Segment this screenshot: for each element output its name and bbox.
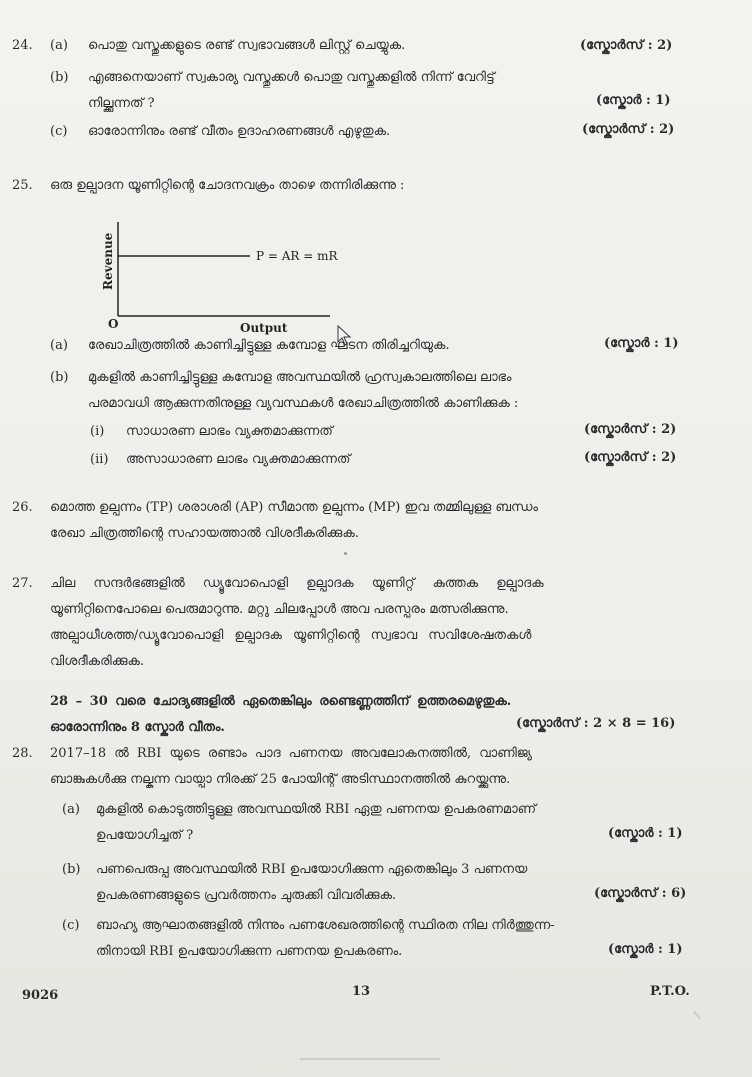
sub-label: (a)	[50, 338, 68, 353]
pto-label: P.T.O.	[650, 984, 690, 999]
question-number: 24.	[12, 38, 33, 53]
question-number: 28.	[12, 746, 33, 761]
scan-mark	[300, 1058, 440, 1060]
question-text: അസാധാരണ ലാഭം വ്യക്തമാക്കുന്നത്	[126, 452, 351, 467]
question-text: പരമാവധി ആക്കുന്നതിനുള്ള വ്യവസ്ഥകൾ രേഖാചിത്രത്തിൽ കാണിക്കുക :	[88, 396, 519, 411]
question-text: ബാഹ്യ ആഘാതങ്ങളിൽ നിന്നും പണശേഖരത്തിന്റെ സ്ഥിരത നില നിർത്തുന്ന-	[96, 918, 555, 933]
score: (സ്കോർസ് : 2)	[580, 38, 673, 53]
sub-label: (i)	[90, 424, 105, 439]
question-number: 26.	[12, 500, 33, 515]
question-text: രേഖാചിത്രത്തിൽ കാണിച്ചിട്ടുള്ള കമ്പോള ഘടന തിരിച്ചറിയുക.	[88, 338, 450, 353]
sub-label: (ii)	[90, 452, 109, 467]
question-text: മുകളിൽ കാണിച്ചിട്ടുള്ള കമ്പോള അവസ്ഥയിൽ ഹ്രസ്വകാലത്തിലെ ലാഭം	[88, 370, 512, 385]
question-text: ഒരു ഉല്പാദന യൂണിറ്റിന്റെ ചോദനവക്രം താഴെ തന്നിരിക്കുന്നു :	[50, 178, 405, 193]
question-text: സാധാരണ ലാഭം വ്യക്തമാക്കുന്നത്	[126, 424, 333, 439]
section-instruction: 28 – 30 വരെ ചോദ്യങ്ങളിൽ ഏതെങ്കിലും രണ്ടെണ്ണത്തിന് ഉത്തരമെഴുതുക.	[50, 694, 512, 709]
y-axis-label: Revenue	[101, 232, 115, 290]
section-score: (സ്കോർസ് : 2 × 8 = 16)	[516, 716, 676, 731]
question-text: മൊത്ത ഉല്പന്നം (TP) ശരാശരി (AP) സീമാന്ത ഉല്പന്നം (MP) ഇവ തമ്മിലുള്ള ബന്ധം	[50, 500, 538, 515]
line-label: P = AR = mR	[256, 249, 338, 263]
sub-label: (a)	[50, 38, 68, 53]
section-instruction: ഓരോന്നിനും 8 സ്കോർ വീതം.	[50, 720, 225, 735]
score: (സ്കോർ : 1)	[604, 336, 679, 351]
question-text: ഉപകരണങ്ങളുടെ പ്രവർത്തനം ചുരുക്കി വിവരിക്കുക.	[96, 888, 397, 903]
question-text: രേഖാ ചിത്രത്തിന്റെ സഹായത്താൽ വിശദീകരിക്കുക.	[50, 526, 359, 541]
score: (സ്കോർസ് : 2)	[584, 422, 677, 437]
origin-label: O	[108, 317, 119, 331]
question-text: എങ്ങനെയാണ് സ്വകാര്യ വസ്തുക്കൾ പൊതു വസ്തുക്കളിൽ നിന്ന് വേറിട്ട്	[88, 70, 495, 85]
question-text: 2017–18 ൽ RBI യുടെ രണ്ടാം പാദ പണനയ അവലോകനത്തിൽ, വാണിജ്യ	[50, 746, 533, 761]
question-text: ബാങ്കുകൾക്കു നല്കുന്ന വായ്പാ നിരക്ക് 25 പോയിന്റ് അടിസ്ഥാനത്തിൽ കുറയ്ക്കുന്നു.	[50, 772, 511, 787]
question-text: യൂണിറ്റിനെപോലെ പെരുമാറുന്നു. മറ്റു ചിലപ്പോൾ അവ പരസ്പരം മത്സരിക്കുന്നു.	[50, 602, 509, 617]
question-text: പണപെരുപ്പ അവസ്ഥയിൽ RBI ഉപയോഗിക്കുന്ന ഏതെങ്കിലും 3 പണനയ	[96, 862, 528, 877]
sub-label: (a)	[62, 802, 80, 817]
x-axis-label: Output	[240, 321, 288, 335]
score: (സ്കോർ : 1)	[608, 826, 683, 841]
score: (സ്കോർസ് : 2)	[582, 122, 675, 137]
score: (സ്കോർ : 1)	[596, 93, 671, 108]
sub-label: (c)	[62, 918, 80, 933]
question-number: 25.	[12, 178, 33, 193]
score: (സ്കോർസ് : 2)	[584, 450, 677, 465]
sub-label: (c)	[50, 124, 68, 139]
question-text: ഉപയോഗിച്ചത് ?	[96, 828, 194, 843]
demand-curve-chart	[90, 218, 350, 338]
page-number: 13	[352, 984, 371, 999]
scan-mark	[693, 1011, 701, 1020]
score: (സ്കോർ : 1)	[608, 942, 683, 957]
question-text: തിനായി RBI ഉപയോഗിക്കുന്ന പണനയ ഉപകരണം.	[96, 944, 403, 959]
question-text: ഓരോന്നിനും രണ്ട് വീതം ഉദാഹരണങ്ങൾ എഴുതുക.	[88, 124, 391, 139]
question-text: ചില സന്ദർഭങ്ങളിൽ ഡ്യൂവോപൊളി ഉല്പാദക യൂണിറ്റ് കുത്തക ഉല്പാദക	[50, 576, 544, 591]
sub-label: (b)	[50, 370, 69, 385]
sub-label: (b)	[50, 70, 69, 85]
score: (സ്കോർസ് : 6)	[594, 886, 687, 901]
question-text: അല്പാധീശത്ത/ഡ്യൂവോപൊളി ഉല്പാദക യൂണിറ്റിന്റെ സ്വഭാവ സവിശേഷതകൾ	[50, 628, 532, 643]
question-text: വിശദീകരിക്കുക.	[50, 654, 145, 669]
paper-code: 9026	[22, 988, 59, 1003]
speck	[344, 552, 347, 555]
question-text: നില്ക്കുന്നത് ?	[88, 96, 155, 111]
question-number: 27.	[12, 576, 33, 591]
sub-label: (b)	[62, 862, 81, 877]
question-text: പൊതു വസ്തുക്കളുടെ രണ്ട് സ്വഭാവങ്ങൾ ലിസ്റ്റ് ചെയ്യുക.	[88, 38, 406, 53]
question-text: മുകളിൽ കൊടുത്തിട്ടുള്ള അവസ്ഥയിൽ RBI ഏതു പണനയ ഉപകരണമാണ്	[96, 802, 537, 817]
